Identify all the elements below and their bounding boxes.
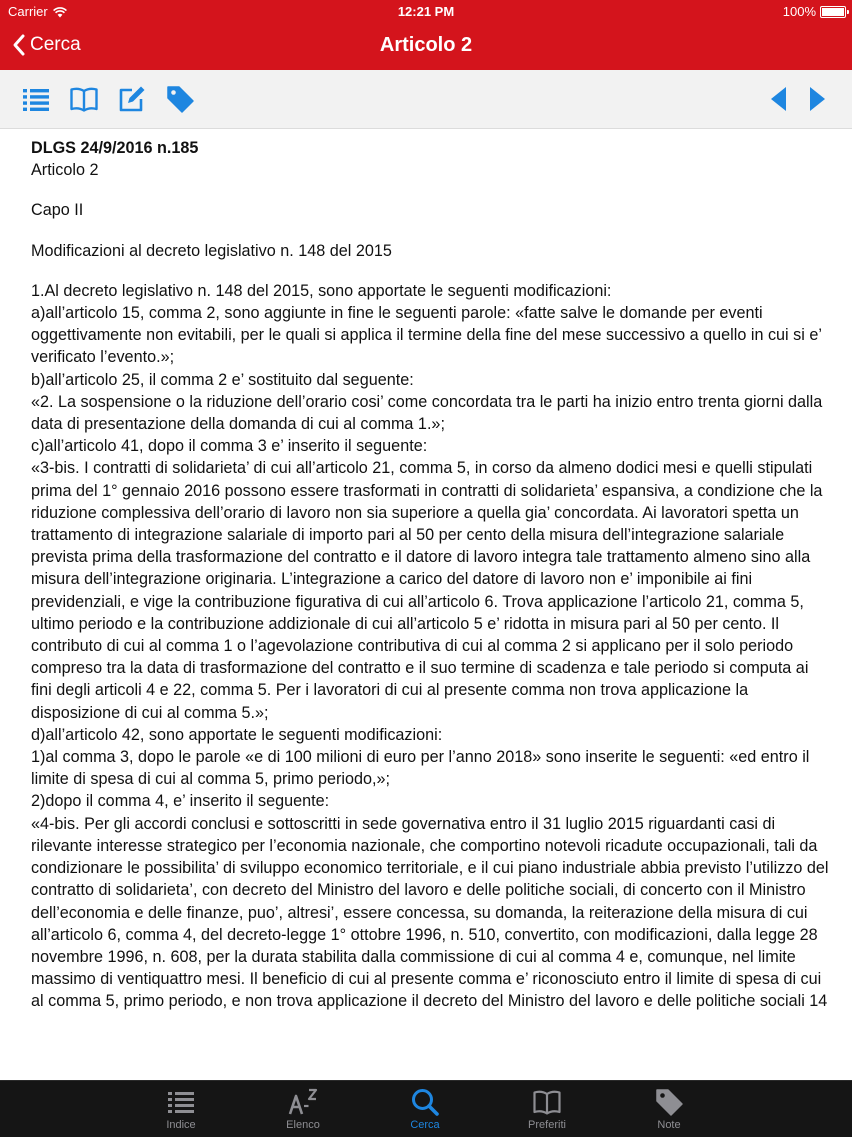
tab-note[interactable] bbox=[624, 1081, 714, 1137]
tag-icon bbox=[165, 84, 195, 114]
tab-indice[interactable] bbox=[136, 1081, 226, 1137]
document-reference: DLGS 24/9/2016 n.185 bbox=[31, 139, 199, 157]
battery-icon bbox=[820, 6, 846, 18]
status-bar bbox=[0, 0, 852, 24]
status-time: 12:21 PM bbox=[397, 4, 455, 19]
list-icon bbox=[21, 84, 51, 114]
index-list-button[interactable] bbox=[21, 84, 51, 114]
next-article-button[interactable] bbox=[804, 84, 834, 114]
navigation-bar bbox=[0, 24, 852, 70]
top-bar bbox=[0, 0, 852, 70]
tab-label: Preferiti bbox=[528, 1119, 566, 1131]
book-icon bbox=[532, 1087, 562, 1117]
tag-button[interactable] bbox=[165, 84, 195, 114]
search-icon bbox=[410, 1087, 440, 1117]
document-toolbar bbox=[0, 70, 852, 129]
tab-preferiti[interactable] bbox=[502, 1081, 592, 1137]
tab-bar bbox=[0, 1080, 852, 1137]
favorites-button[interactable] bbox=[69, 84, 99, 114]
carrier-label: Carrier bbox=[8, 4, 48, 19]
chapter-label: Capo II bbox=[31, 201, 84, 220]
edit-note-button[interactable] bbox=[117, 84, 147, 114]
article-body: 1.Al decreto legislativo n. 148 del 2015, sono apportate le seguenti modificazioni: a)all’articolo 15, comma 2, sono aggiunte in fine le seguenti parole: «fatte salve le domande per eventi oggettivamente non evitabili, per le quali si applica il termine della fine del mese successivo a quello in cui si e’ verificato l’evento.»; b)all’articolo 25, il comma 2 e’ sostituito dal seguente: «2. La sospensione o la riduzione dell’orario cosi’ come concordata tra le parti ha inizio entro trenta giorni dalla data di presentazione della domanda di cui al comma 1.»; c)all’articolo 41, dopo il comma 3 e’ inserito il seguente: «3-bis. I contratti di solidarieta’ di cui all’articolo 21, comma 5, in corso da almeno dodici mesi e quelli stipulati prima del 1° gennaio 2016 possono essere trasformati in contratti di solidarieta’ espansiva, a condizione che la riduzione complessiva dell’orario di lavoro non sia superiore a quella gia’ concordata. Ai lavoratori spetta un trattamento di integrazione salariale di importo pari al 50 per cento della misura dell’integrazione salariale prevista prima della trasformazione del contratto e il datore di lavoro integra tale trattamento almeno sino alla misura dell’integrazione originaria. L’integrazione a carico del datore di lavoro non e’ imponibile ai fini previdenziali, e vige la contribuzione figurativa di cui all’articolo 6. Trova applicazione l’articolo 21, comma 5, ultimo periodo e la contribuzione addizionale di cui all’articolo 5 e’ ridotta in misura pari al 50 per cento. Il contributo di cui al comma 1 o l’agevolazione contributiva di cui al comma 2 si applicano per il solo periodo compreso tra la data di trasformazione del contratto e il suo termine di scadenza e tale periodo si computa ai fini degli articoli 4 e 22, comma 5. Per i lavoratori di cui al presente comma non trova applicazione la disposizione di cui al comma 5.»; d)all’articolo 42, sono apportate le seguenti modificazioni: 1)al comma 3, dopo le parole «e di 100 milioni di euro per l’anno 2018» sono inserite le seguenti: «ed entro il limite di spesa di cui al comma 5, primo periodo,»; 2)dopo il comma 4, e’ inserito il seguente: «4-bis. Per gli accordi conclusi e sottoscritti in sede governativa entro il 31 luglio 2015 riguardanti casi di rilevante interesse strategico per l’economia nazionale, che comportino notevoli ricadute occupazionali, tali da condizionare le possibilita’ di sviluppo economico territoriale, e il cui piano industriale abbia previsto l’utilizzo del contratto di solidarieta’, con decreto del Ministro del lavoro e delle politiche sociali, di concerto con il Ministro dell’economia e delle finanze, puo’, altresi’, essere concessa, su domanda, la reiterazione della misura di cui all’articolo 6, comma 4, del decreto-legge 1° ottobre 1996, n. 510, convertito, con modificazioni, dalla legge 28 novembre 1996, n. 608, per la durata stabilita dalla commissione di cui al comma 4 e, comunque, nel limite massimo di ventiquattro mesi. Il beneficio di cui al presente comma e’ riconosciuto entro il limite di spesa di cui al comma 5, primo periodo, e non trova applicazione il decreto del Ministro del lavoro e delle politiche sociali 14 bbox=[31, 281, 829, 1011]
a-z-icon bbox=[288, 1087, 318, 1117]
prev-arrow-icon bbox=[764, 84, 794, 114]
book-icon bbox=[69, 84, 99, 114]
article-number: Articolo 2 bbox=[31, 161, 99, 180]
battery-indicator bbox=[783, 0, 846, 24]
tag-icon bbox=[654, 1087, 684, 1117]
tab-label: Elenco bbox=[286, 1119, 320, 1131]
next-arrow-icon bbox=[804, 84, 834, 114]
tab-label: Indice bbox=[166, 1119, 196, 1131]
edit-icon bbox=[117, 84, 147, 114]
previous-article-button[interactable] bbox=[764, 84, 794, 114]
tab-label: Note bbox=[657, 1119, 681, 1131]
battery-percent: 100% bbox=[782, 4, 816, 19]
page-title: Articolo 2 bbox=[379, 34, 473, 56]
tab-label: Cerca bbox=[410, 1119, 440, 1131]
article-content bbox=[31, 137, 831, 1059]
tab-elenco[interactable] bbox=[258, 1081, 348, 1137]
article-heading: Modificazioni al decreto legislativo n. 148 del 2015 bbox=[31, 241, 392, 260]
tab-cerca[interactable] bbox=[380, 1081, 470, 1137]
back-button-label: Cerca bbox=[30, 34, 81, 55]
list-icon bbox=[166, 1087, 196, 1117]
